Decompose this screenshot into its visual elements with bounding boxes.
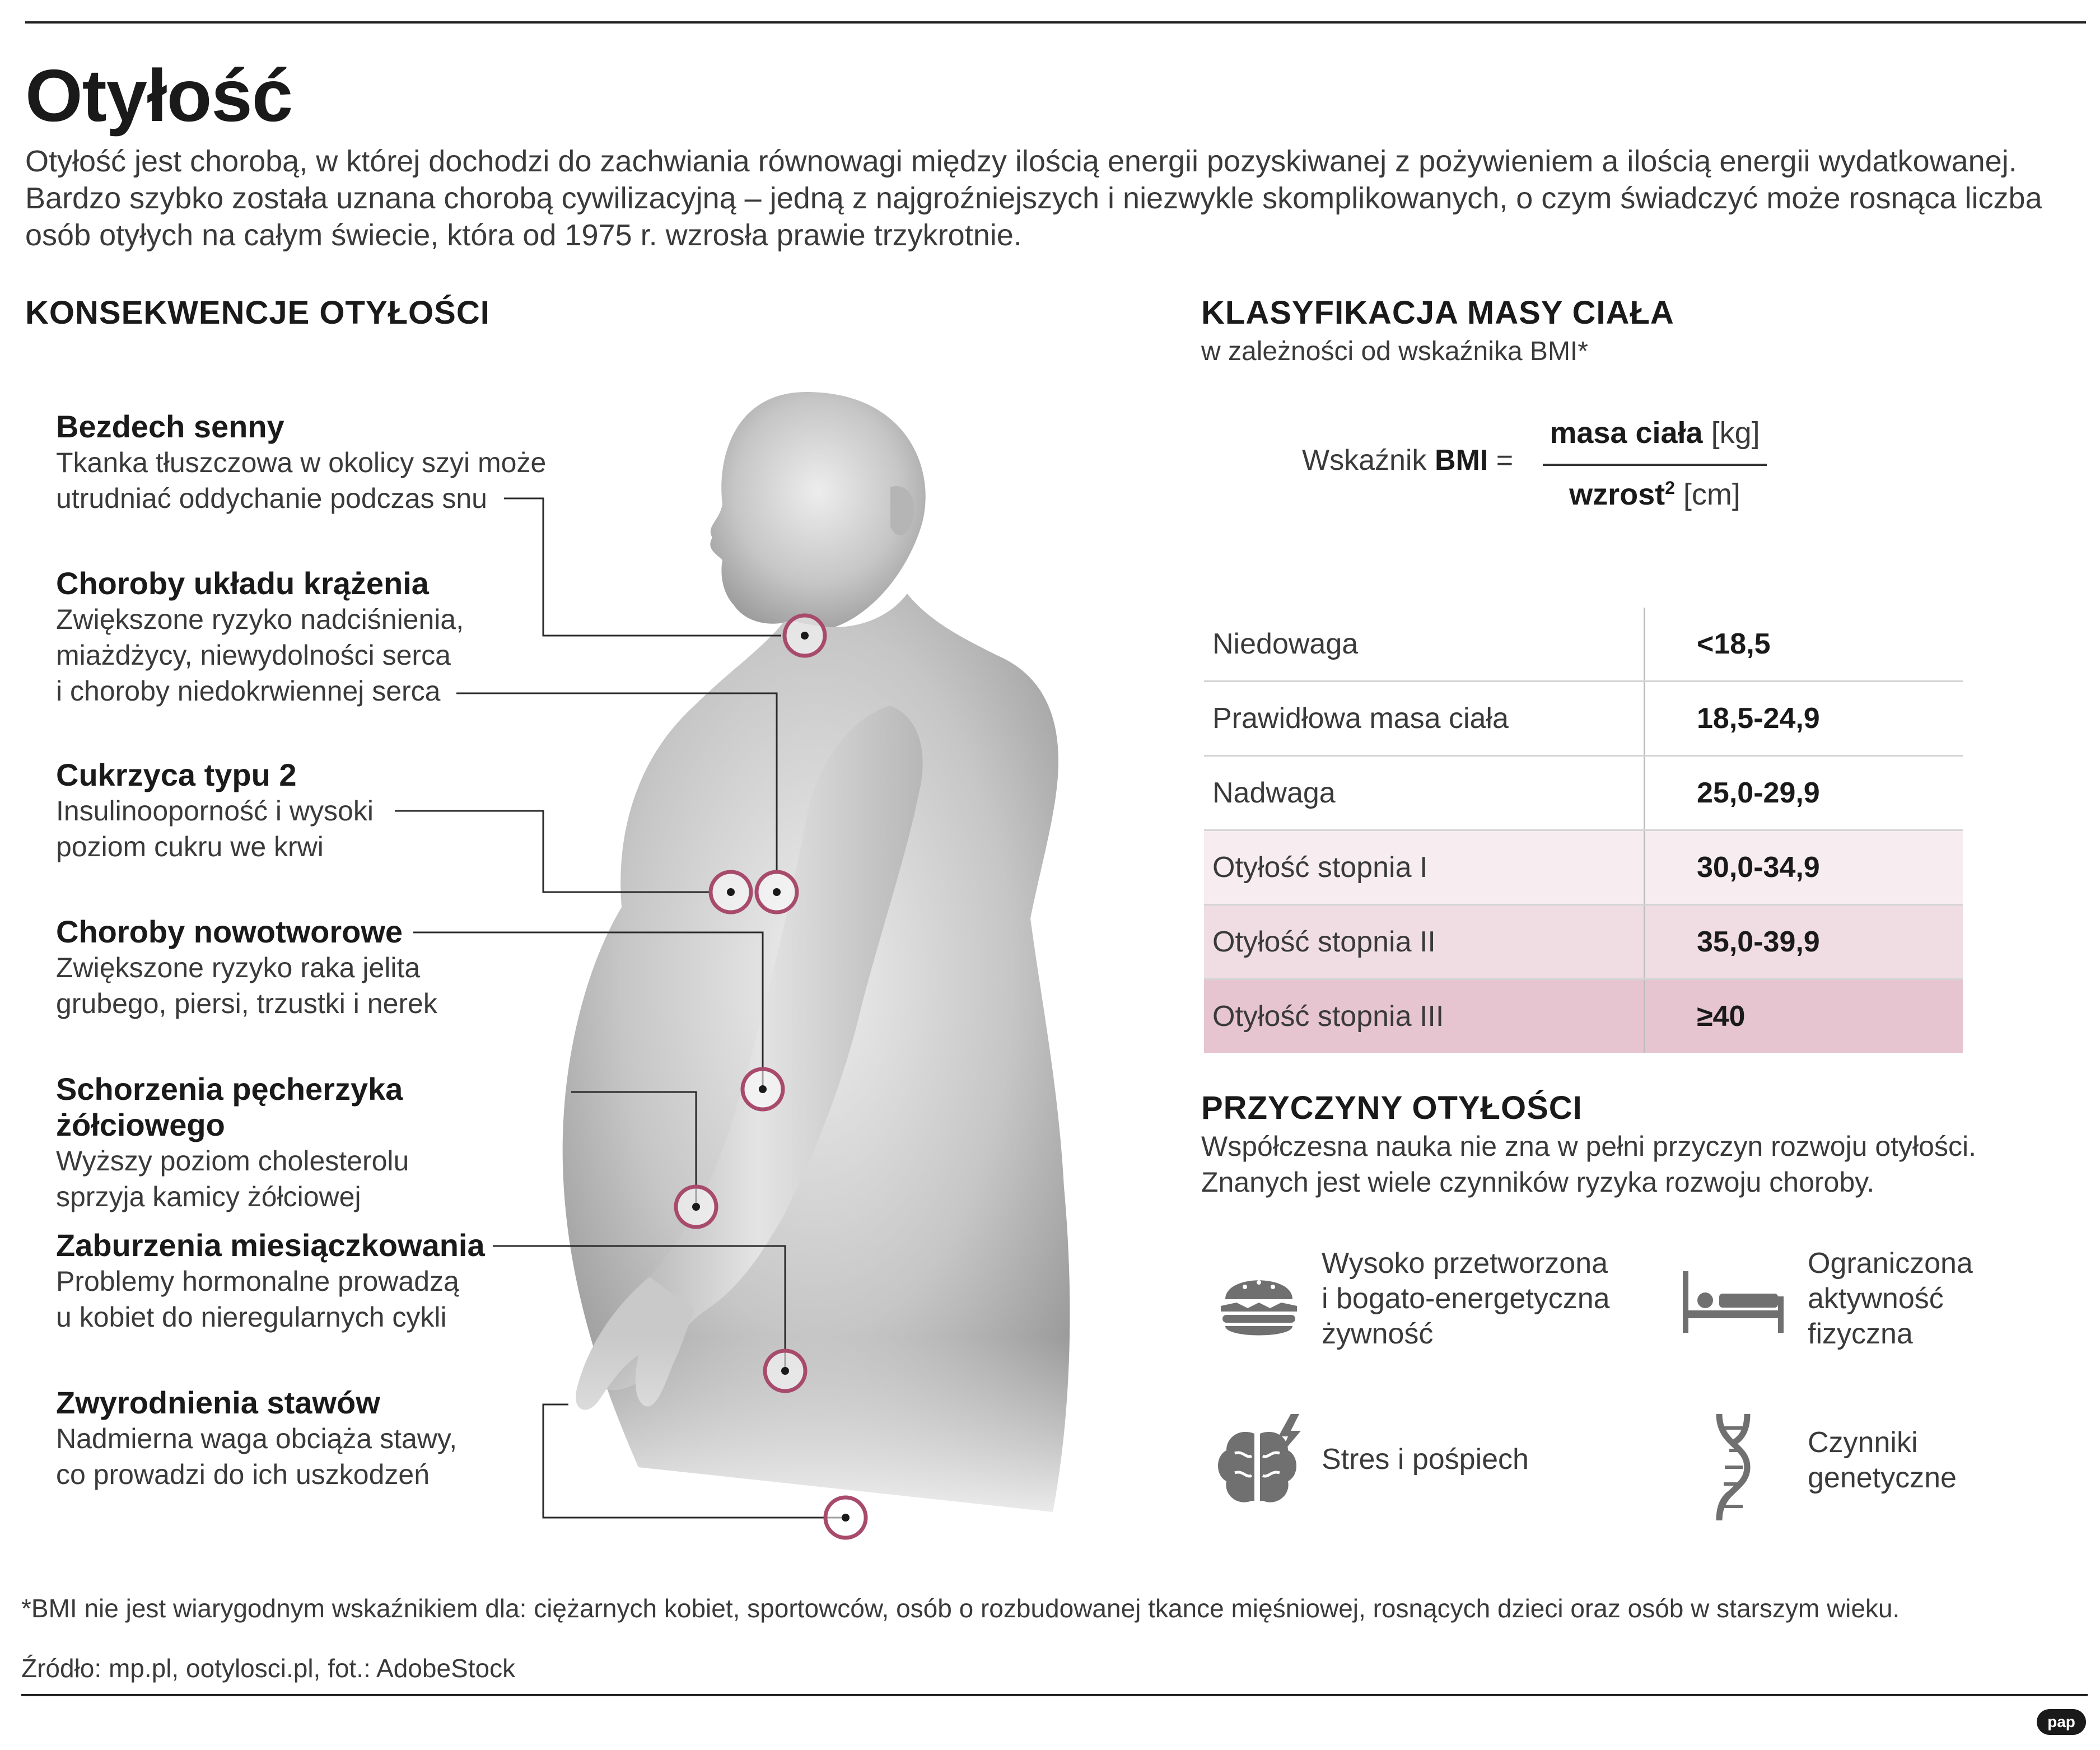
bmi-divider: [1644, 831, 1645, 904]
consequence-cardiovascular: [56, 566, 560, 709]
causes-heading: PRZYCZYNY OTYŁOŚCI: [1201, 1090, 1583, 1126]
bmi-category: Prawidłowa masa ciała: [1212, 702, 1509, 735]
bmi-range: <18,5: [1697, 628, 1771, 660]
consequence-title: Schorzenia pęcherzyka żółciowego: [56, 1071, 403, 1142]
consequence-desc: Zwiększone ryzyko nadciśnienia,: [56, 604, 464, 635]
bmi-range: 30,0-34,9: [1697, 851, 1820, 884]
bmi-divider: [1644, 906, 1645, 978]
consequence-menstrual: [56, 1228, 560, 1335]
classification-subheading: w zależności od wskaźnika BMI*: [1201, 337, 1588, 366]
bmi-range: 18,5-24,9: [1697, 702, 1820, 735]
bmi-category: Otyłość stopnia II: [1212, 926, 1436, 958]
consequence-sleep-apnea: [56, 409, 560, 516]
top-rule: [25, 21, 2086, 24]
bmi-row-obesity-2: [1204, 906, 1963, 980]
consequence-joints: [56, 1385, 560, 1492]
classification-heading: KLASYFIKACJA MASY CIAŁA: [1201, 295, 1674, 331]
consequence-diabetes: [56, 757, 560, 865]
consequence-desc: grubego, piersi, trzustki i nerek: [56, 988, 437, 1019]
consequence-desc: Problemy hormonalne prowadzą: [56, 1266, 459, 1297]
dna-icon: [1708, 1411, 1758, 1523]
intro-text: Otyłość jest chorobą, w której dochodzi do zachwiania równowagi między ilością energii pozyskiwanej z pożywieniem a ilością energii wydatkowanej. Bardzo szybko została uznana chorobą cywilizacyjną – jedną z najgroźniejszych i niezwykle skomplikowanych, o czym świadczyć może rosnąca liczba osób otyłych na całym świecie, która od 1975 r. wzrosła prawie trzykrotnie.: [25, 144, 2042, 252]
bmi-divider: [1644, 608, 1645, 680]
consequence-desc: utrudniać oddychanie podczas snu: [56, 483, 487, 514]
consequence-desc: Tkanka tłuszczowa w okolicy szyi może: [56, 447, 547, 478]
consequence-desc: miażdżycy, niewydolności serca: [56, 640, 451, 671]
consequence-title: Zwyrodnienia stawów: [56, 1385, 380, 1420]
consequence-desc: Nadmierna waga obciąża stawy,: [56, 1423, 458, 1454]
bmi-divider: [1644, 682, 1645, 755]
bmi-divider: [1644, 980, 1645, 1053]
consequence-gallbladder: [56, 1071, 560, 1215]
bmi-formula-fraction-bar: [1543, 464, 1767, 466]
consequence-desc: i choroby niedokrwiennej serca: [56, 675, 441, 707]
bmi-formula-label: Wskaźnik BMI =: [1302, 444, 1514, 477]
bmi-row-underweight: [1204, 608, 1963, 682]
consequence-desc: sprzyja kamicy żółciowej: [56, 1181, 361, 1212]
source-credit: Źródło: mp.pl, ootylosci.pl, fot.: AdobeStock: [21, 1654, 516, 1683]
consequence-desc: poziom cukru we krwi: [56, 831, 324, 862]
bmi-formula-denominator: wzrost$^2$ [cm]: [1569, 478, 1740, 511]
bmi-formula-numerator: masa ciała [kg]: [1550, 416, 1760, 450]
cause-text-stress: Stres i pośpiech: [1322, 1443, 1529, 1476]
bottom-rule: [21, 1694, 2088, 1696]
bmi-range: ≥40: [1697, 1000, 1746, 1033]
bmi-row-overweight: [1204, 757, 1963, 831]
bmi-row-obesity-3: [1204, 980, 1963, 1053]
bmi-row-obesity-1: [1204, 831, 1963, 906]
consequence-desc: Zwiększone ryzyko raka jelita: [56, 952, 421, 983]
page-title: Otyłość: [25, 54, 293, 137]
logo-text: pap: [2047, 1713, 2075, 1730]
consequences-heading: KONSEKWENCJE OTYŁOŚCI: [25, 295, 490, 331]
causes-intro-line: Znanych jest wiele czynników ryzyka rozwoju choroby.: [1201, 1166, 1875, 1198]
consequence-desc: Wyższy poziom cholesterolu: [56, 1145, 409, 1177]
bmi-footnote: *BMI nie jest wiarygodnym wskaźnikiem dla: ciężarnych kobiet, sportowców, osób o rozbudowanej tkance mięśniowej, rosnących dzieci oraz osób w starszym wieku.: [21, 1594, 1900, 1623]
bmi-table: [1204, 608, 1963, 1053]
consequence-title: Choroby nowotworowe: [56, 914, 403, 949]
bmi-category: Niedowaga: [1212, 628, 1359, 660]
causes-intro-line: Współczesna nauka nie zna w pełni przyczyn rozwoju otyłości.: [1201, 1131, 1976, 1162]
burger-icon: [1214, 1260, 1304, 1344]
bmi-category: Otyłość stopnia I: [1212, 851, 1428, 884]
consequence-desc: Insulinooporność i wysoki: [56, 795, 374, 827]
consequence-title: Zaburzenia miesiączkowania: [56, 1228, 485, 1263]
cause-text-activity: Ograniczona aktywność fizyczna: [1808, 1247, 1973, 1350]
bed-icon: [1680, 1266, 1786, 1338]
consequence-title: Cukrzyca typu 2: [56, 757, 297, 792]
human-figure-illustration: [504, 358, 1154, 1551]
bmi-divider: [1644, 757, 1645, 829]
bmi-category: Nadwaga: [1212, 777, 1336, 809]
bmi-category: Otyłość stopnia III: [1212, 1000, 1444, 1033]
consequence-title: Choroby układu krążenia: [56, 566, 429, 601]
pap-logo: [2036, 1708, 2087, 1736]
cause-text-food: Wysoko przetworzona i bogato-energetyczna żywność: [1322, 1247, 1610, 1350]
consequence-title: Bezdech senny: [56, 409, 284, 444]
bmi-range: 35,0-39,9: [1697, 926, 1820, 958]
brain-lightning-icon: [1212, 1411, 1308, 1518]
consequence-desc: co prowadzi do ich uszkodzeń: [56, 1459, 430, 1490]
consequence-cancer: [56, 914, 560, 1021]
cause-text-genetics: Czynniki genetyczne: [1808, 1426, 1957, 1494]
bmi-row-normal: [1204, 682, 1963, 757]
bmi-range: 25,0-29,9: [1697, 777, 1820, 809]
consequence-desc: u kobiet do nieregularnych cykli: [56, 1301, 447, 1333]
